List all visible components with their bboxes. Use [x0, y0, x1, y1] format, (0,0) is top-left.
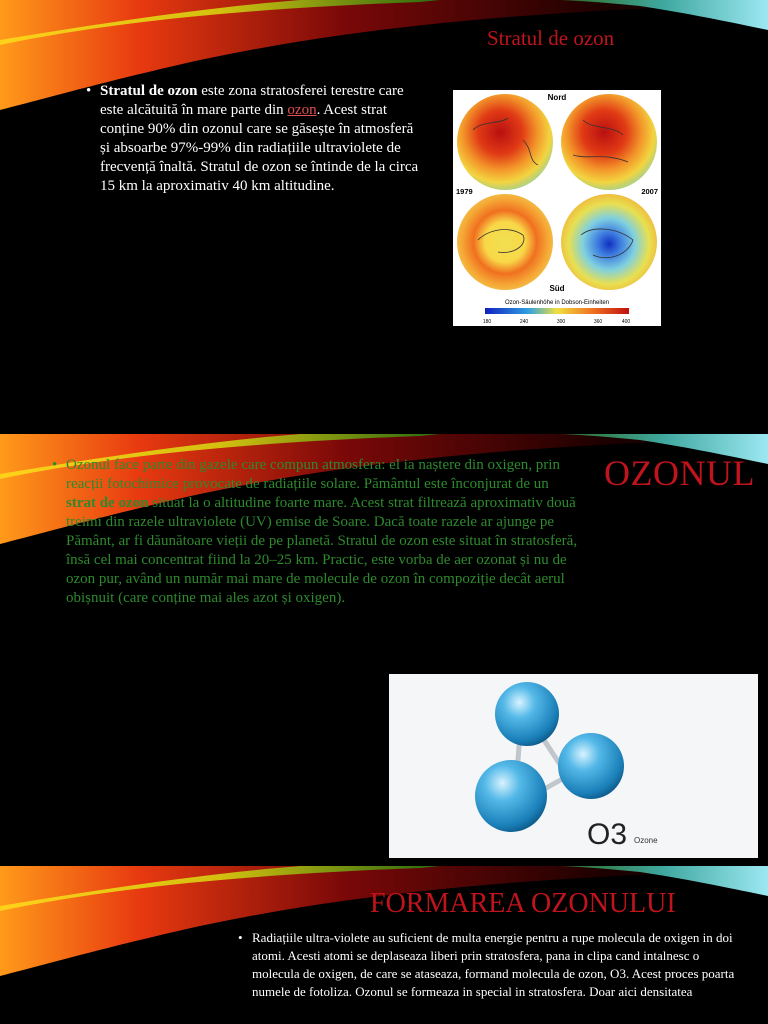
bullet-text: . Acest strat conține 90% din ozonul care se găsește în atmosferă și absoarbe 97%-99% din radiațiile ultraviolete de frecvență înaltă. Stratul de ozon se întinde de la circa 15 km la aproximativ 40 km altitudine. — [100, 102, 419, 194]
label-north: Nord — [547, 93, 567, 102]
south-1979-globe — [457, 194, 553, 290]
ozon-link[interactable]: ozon — [287, 102, 317, 118]
bullet-icon: • — [86, 83, 92, 99]
oxygen-atom — [495, 682, 559, 746]
tick-label: 300 — [556, 319, 566, 325]
tick-label: 240 — [519, 319, 529, 325]
figure-caption: Ozon-Säulenhöhe in Dobson-Einheiten — [504, 300, 610, 306]
bullet-list — [52, 456, 582, 608]
slide-stratul-de-ozon — [0, 0, 768, 432]
tick-label: 360 — [593, 319, 603, 325]
slide-title: OZONUL — [604, 453, 755, 493]
slide-ozonul — [0, 434, 768, 864]
oxygen-atom — [475, 760, 547, 832]
bold-term: Stratul de ozon — [100, 83, 198, 99]
north-2007-globe — [561, 94, 657, 190]
label-year-left: 1979 — [456, 187, 473, 196]
list-item — [238, 929, 738, 1001]
color-scale — [485, 308, 629, 314]
slide-formarea-ozonului — [0, 866, 768, 1024]
slide-title: FORMAREA OZONULUI — [370, 888, 676, 919]
slide-title: Stratul de ozon — [487, 26, 615, 50]
tick-label: 400 — [621, 319, 631, 325]
ozone-molecule-image — [389, 674, 758, 858]
list-item — [52, 456, 582, 608]
molecule-formula: O3 — [587, 818, 628, 851]
list-item — [86, 82, 426, 196]
bullet-list — [86, 82, 426, 196]
tick-label: 180 — [482, 319, 492, 325]
bullet-text: Ozonul face parte din gazele care compun atmosfera: el ia naștere din oxigen, prin reacții fotochimice provocate de radiațiile solare. Pământul este înconjurat de un — [66, 457, 560, 492]
bullet-text: situat la o altitudine foarte mare. Acest strat filtrează aproximativ două treimi din razele ultraviolete (UV) emise de Soare. Dacă toate razele ar ajunge pe Pământ, ar fi dăunătoare vieții de pe planetă. Stratul de ozon este situat în stratosferă, însă cel mai concentrat fiind la 20–25 km. Practic, este vorba de aer ozonat și nu de ozon pur, având un număr mai mare de molecule de ozon în compoziție decât aerul obișnuit (care conține mai ales azot și oxigen). — [66, 495, 578, 606]
bullet-text: este zona stratosferei terestre care este alcătuită în mare parte din — [100, 83, 404, 118]
bullet-icon: • — [52, 457, 58, 473]
label-south: Süd — [549, 284, 565, 293]
bullet-text: Radiațiile ultra-violete au suficient de multa energie pentru a rupe molecula de oxigen in doi atomi. Acesti atomi se deplaseaza liberi prin stratosfera, pana in clipa cand intalnesc o molecula de oxigen, de care se ataseaza, formand molecula de ozon, O3. Acest proces poarta numele de fotoliza. Ozonul se formeaza in special in stratosfera. Doar aici densitatea — [252, 930, 735, 999]
bullet-icon: • — [238, 930, 243, 945]
south-2007-globe — [561, 194, 657, 290]
molecule-name: Ozone — [634, 836, 658, 845]
oxygen-atom — [558, 733, 624, 799]
ozone-maps-figure — [453, 90, 661, 326]
label-year-right: 2007 — [641, 187, 658, 196]
north-1979-globe — [457, 94, 553, 190]
bullet-list — [238, 929, 738, 1001]
bold-term: strat de ozon — [66, 495, 149, 511]
